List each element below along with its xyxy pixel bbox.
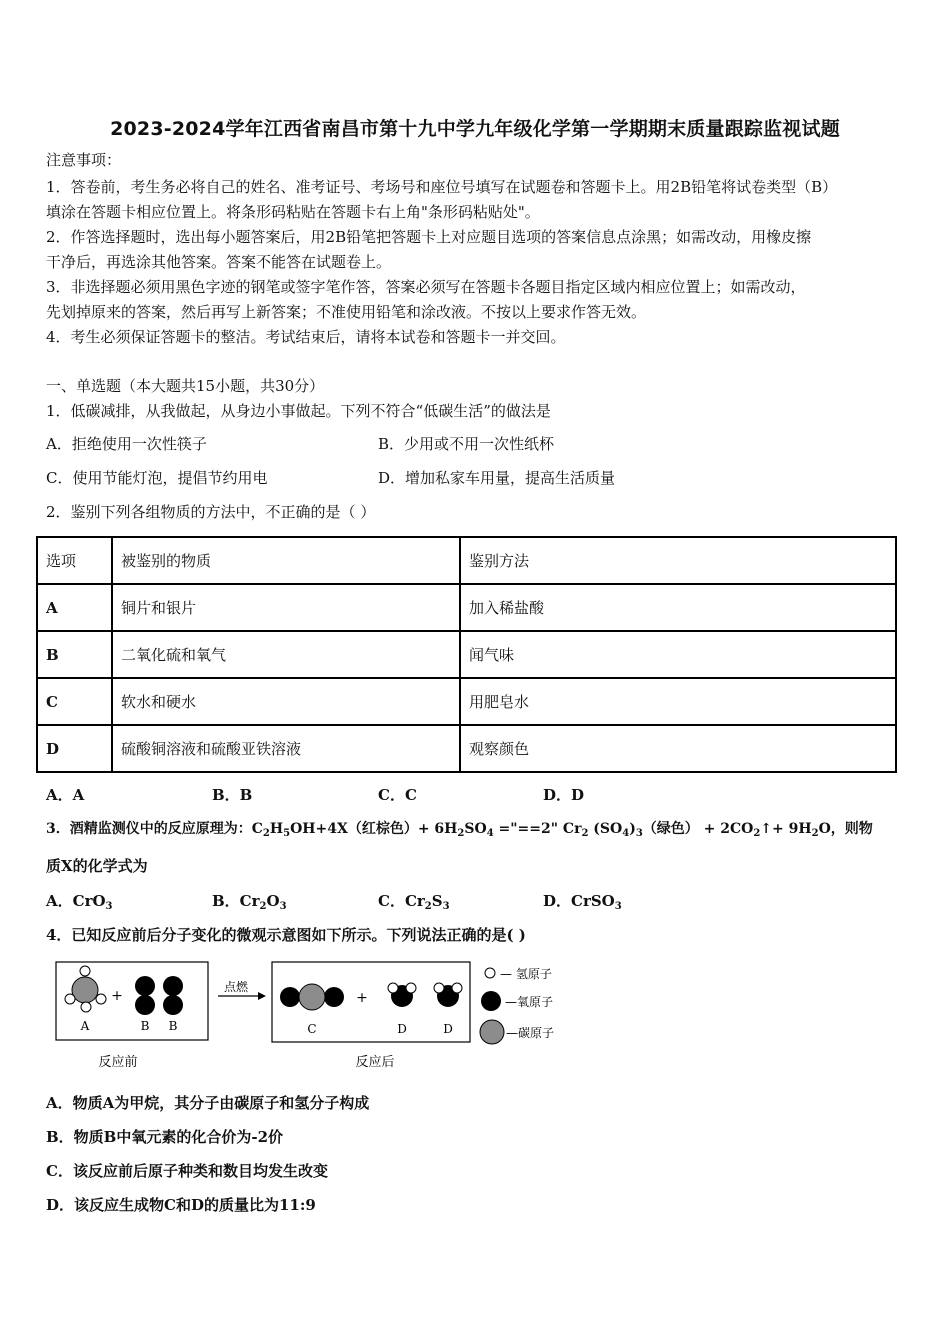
hydrogen-atom bbox=[388, 983, 398, 993]
oxygen-atom bbox=[135, 976, 155, 996]
notice-line: 2．作答选择题时，选出每小题答案后，用2B铅笔把答题卡上对应题目选项的答案信息点涂黑；如需改动，用橡皮擦 bbox=[46, 228, 812, 246]
q1-option-d: D．增加私家车用量，提高生活质量 bbox=[378, 469, 616, 487]
notice-heading: 注意事项： bbox=[46, 151, 122, 169]
q1-option-c: C．使用节能灯泡，提倡节约用电 bbox=[46, 469, 268, 487]
table-cell: 闻气味 bbox=[460, 631, 896, 678]
table-cell: A bbox=[37, 584, 112, 631]
q2-option-c: C．C bbox=[378, 786, 417, 804]
molecule-label: B bbox=[140, 1019, 150, 1033]
oxygen-atom bbox=[163, 995, 183, 1015]
before-caption: 反应前 bbox=[98, 1055, 138, 1070]
q2-option-d: D．D bbox=[543, 786, 585, 804]
table-cell: 加入稀盐酸 bbox=[460, 584, 896, 631]
arrow-icon bbox=[258, 992, 266, 1000]
hydrogen-atom bbox=[434, 983, 444, 993]
q3-stem-line2: 质X的化学式为 bbox=[46, 857, 148, 875]
hydrogen-atom bbox=[65, 994, 75, 1004]
q2-stem: 2．鉴别下列各组物质的方法中，不正确的是（ ） bbox=[46, 503, 376, 521]
q4-molecule-diagram bbox=[50, 958, 590, 1073]
oxygen-atom bbox=[280, 987, 300, 1007]
table-cell: 硫酸铜溶液和硫酸亚铁溶液 bbox=[112, 725, 460, 772]
table-cell: 铜片和银片 bbox=[112, 584, 460, 631]
hydrogen-atom bbox=[80, 966, 90, 976]
legend-oxygen-icon bbox=[481, 991, 501, 1011]
carbon-atom bbox=[299, 984, 325, 1010]
legend-hydrogen-label: — 氢原子 bbox=[500, 967, 552, 981]
q4-option-c: C．该反应前后原子种类和数目均发生改变 bbox=[46, 1162, 328, 1180]
hydrogen-atom bbox=[452, 983, 462, 993]
q3-option-c: C．$Cr_2S_3$ bbox=[378, 892, 450, 912]
q1-option-b: B．少用或不用一次性纸杯 bbox=[378, 435, 555, 453]
table-cell: 用肥皂水 bbox=[460, 678, 896, 725]
table-header-cell: 鉴别方法 bbox=[460, 537, 896, 584]
table-row bbox=[37, 678, 896, 725]
table-row bbox=[37, 725, 896, 772]
oxygen-atom bbox=[324, 987, 344, 1007]
table-cell: C bbox=[37, 678, 112, 725]
molecule-label: C bbox=[307, 1022, 317, 1036]
q3-option-a: A．CrO$_3$ bbox=[46, 892, 113, 912]
page-title: 2023-2024学年江西省南昌市第十九中学九年级化学第一学期期末质量跟踪监视试题 bbox=[110, 118, 840, 140]
oxygen-atom bbox=[135, 995, 155, 1015]
table-cell: 观察颜色 bbox=[460, 725, 896, 772]
table-header-row bbox=[37, 537, 896, 584]
notice-line: 1．答卷前，考生务必将自己的姓名、准考证号、考场号和座位号填写在试题卷和答题卡上。用2B铅笔将试卷类型（B） bbox=[46, 178, 838, 196]
oxygen-atom bbox=[163, 976, 183, 996]
q3-option-d: D．CrSO$_3$ bbox=[543, 892, 622, 912]
hydrogen-atom bbox=[81, 1002, 91, 1012]
molecule-label: D bbox=[443, 1022, 453, 1036]
notice-line: 3．非选择题必须用黑色字迹的钢笔或签字笔作答，答案必须写在答题卡各题目指定区域内相应位置上；如需改动， bbox=[46, 278, 806, 296]
notice-line: 先划掉原来的答案，然后再写上新答案；不准使用铅笔和涂改液。不按以上要求作答无效。 bbox=[46, 303, 647, 321]
table-cell: 软水和硬水 bbox=[112, 678, 460, 725]
section-heading: 一、单选题（本大题共15小题，共30分） bbox=[46, 377, 325, 395]
plus-sign: + bbox=[356, 990, 368, 1006]
legend-carbon-icon bbox=[480, 1020, 504, 1044]
legend-carbon-label: —碳原子 bbox=[506, 1026, 555, 1040]
table-cell: D bbox=[37, 725, 112, 772]
notice-line: 4．考生必须保证答题卡的整洁。考试结束后，请将本试卷和答题卡一并交回。 bbox=[46, 328, 566, 346]
q4-option-a: A．物质A为甲烷，其分子由碳原子和氢分子构成 bbox=[46, 1094, 370, 1112]
q2-option-b: B．B bbox=[212, 786, 253, 804]
notice-line: 填涂在答题卡相应位置上。将条形码粘贴在答题卡右上角"条形码粘贴处"。 bbox=[46, 203, 540, 221]
notice-line: 干净后，再选涂其他答案。答案不能答在试题卷上。 bbox=[46, 253, 392, 271]
after-caption: 反应后 bbox=[355, 1055, 395, 1070]
arrow-label: 点燃 bbox=[223, 980, 249, 994]
q3-stem-line1: 3．酒精监测仪中的反应原理为：$C_2H_5OH+4X$（红棕色）+ $6H_2SO_4$ ="==2" $Cr_2$ $(SO_4)_3$（绿色） + $2CO_2↑+ 9H_2O$，则物 bbox=[46, 821, 873, 839]
molecule-label: B bbox=[168, 1019, 178, 1033]
table-header-cell: 被鉴别的物质 bbox=[112, 537, 460, 584]
q4-stem: 4．已知反应前后分子变化的微观示意图如下所示。下列说法正确的是( ) bbox=[46, 926, 526, 944]
legend-oxygen-label: —氧原子 bbox=[505, 995, 554, 1009]
q2-option-a: A．A bbox=[46, 786, 85, 804]
table-cell: B bbox=[37, 631, 112, 678]
table-row bbox=[37, 584, 896, 631]
legend-hydrogen-icon bbox=[485, 968, 495, 978]
hydrogen-atom bbox=[96, 994, 106, 1004]
q1-option-a: A．拒绝使用一次性筷子 bbox=[46, 435, 207, 453]
hydrogen-atom bbox=[406, 983, 416, 993]
table-row bbox=[37, 631, 896, 678]
table-cell: 二氧化硫和氧气 bbox=[112, 631, 460, 678]
carbon-atom bbox=[72, 977, 98, 1003]
molecule-label: A bbox=[80, 1019, 90, 1033]
plus-sign: + bbox=[111, 988, 123, 1004]
q3-option-b: B．$Cr_2O_3$ bbox=[212, 892, 287, 912]
table-header-cell: 选项 bbox=[37, 537, 112, 584]
q4-option-b: B．物质B中氧元素的化合价为-2价 bbox=[46, 1128, 284, 1146]
molecule-label: D bbox=[397, 1022, 407, 1036]
q1-stem: 1．低碳减排，从我做起，从身边小事做起。下列不符合“低碳生活”的做法是 bbox=[46, 402, 551, 420]
q2-table bbox=[36, 536, 897, 773]
q4-option-d: D．该反应生成物C和D的质量比为11:9 bbox=[46, 1196, 316, 1214]
